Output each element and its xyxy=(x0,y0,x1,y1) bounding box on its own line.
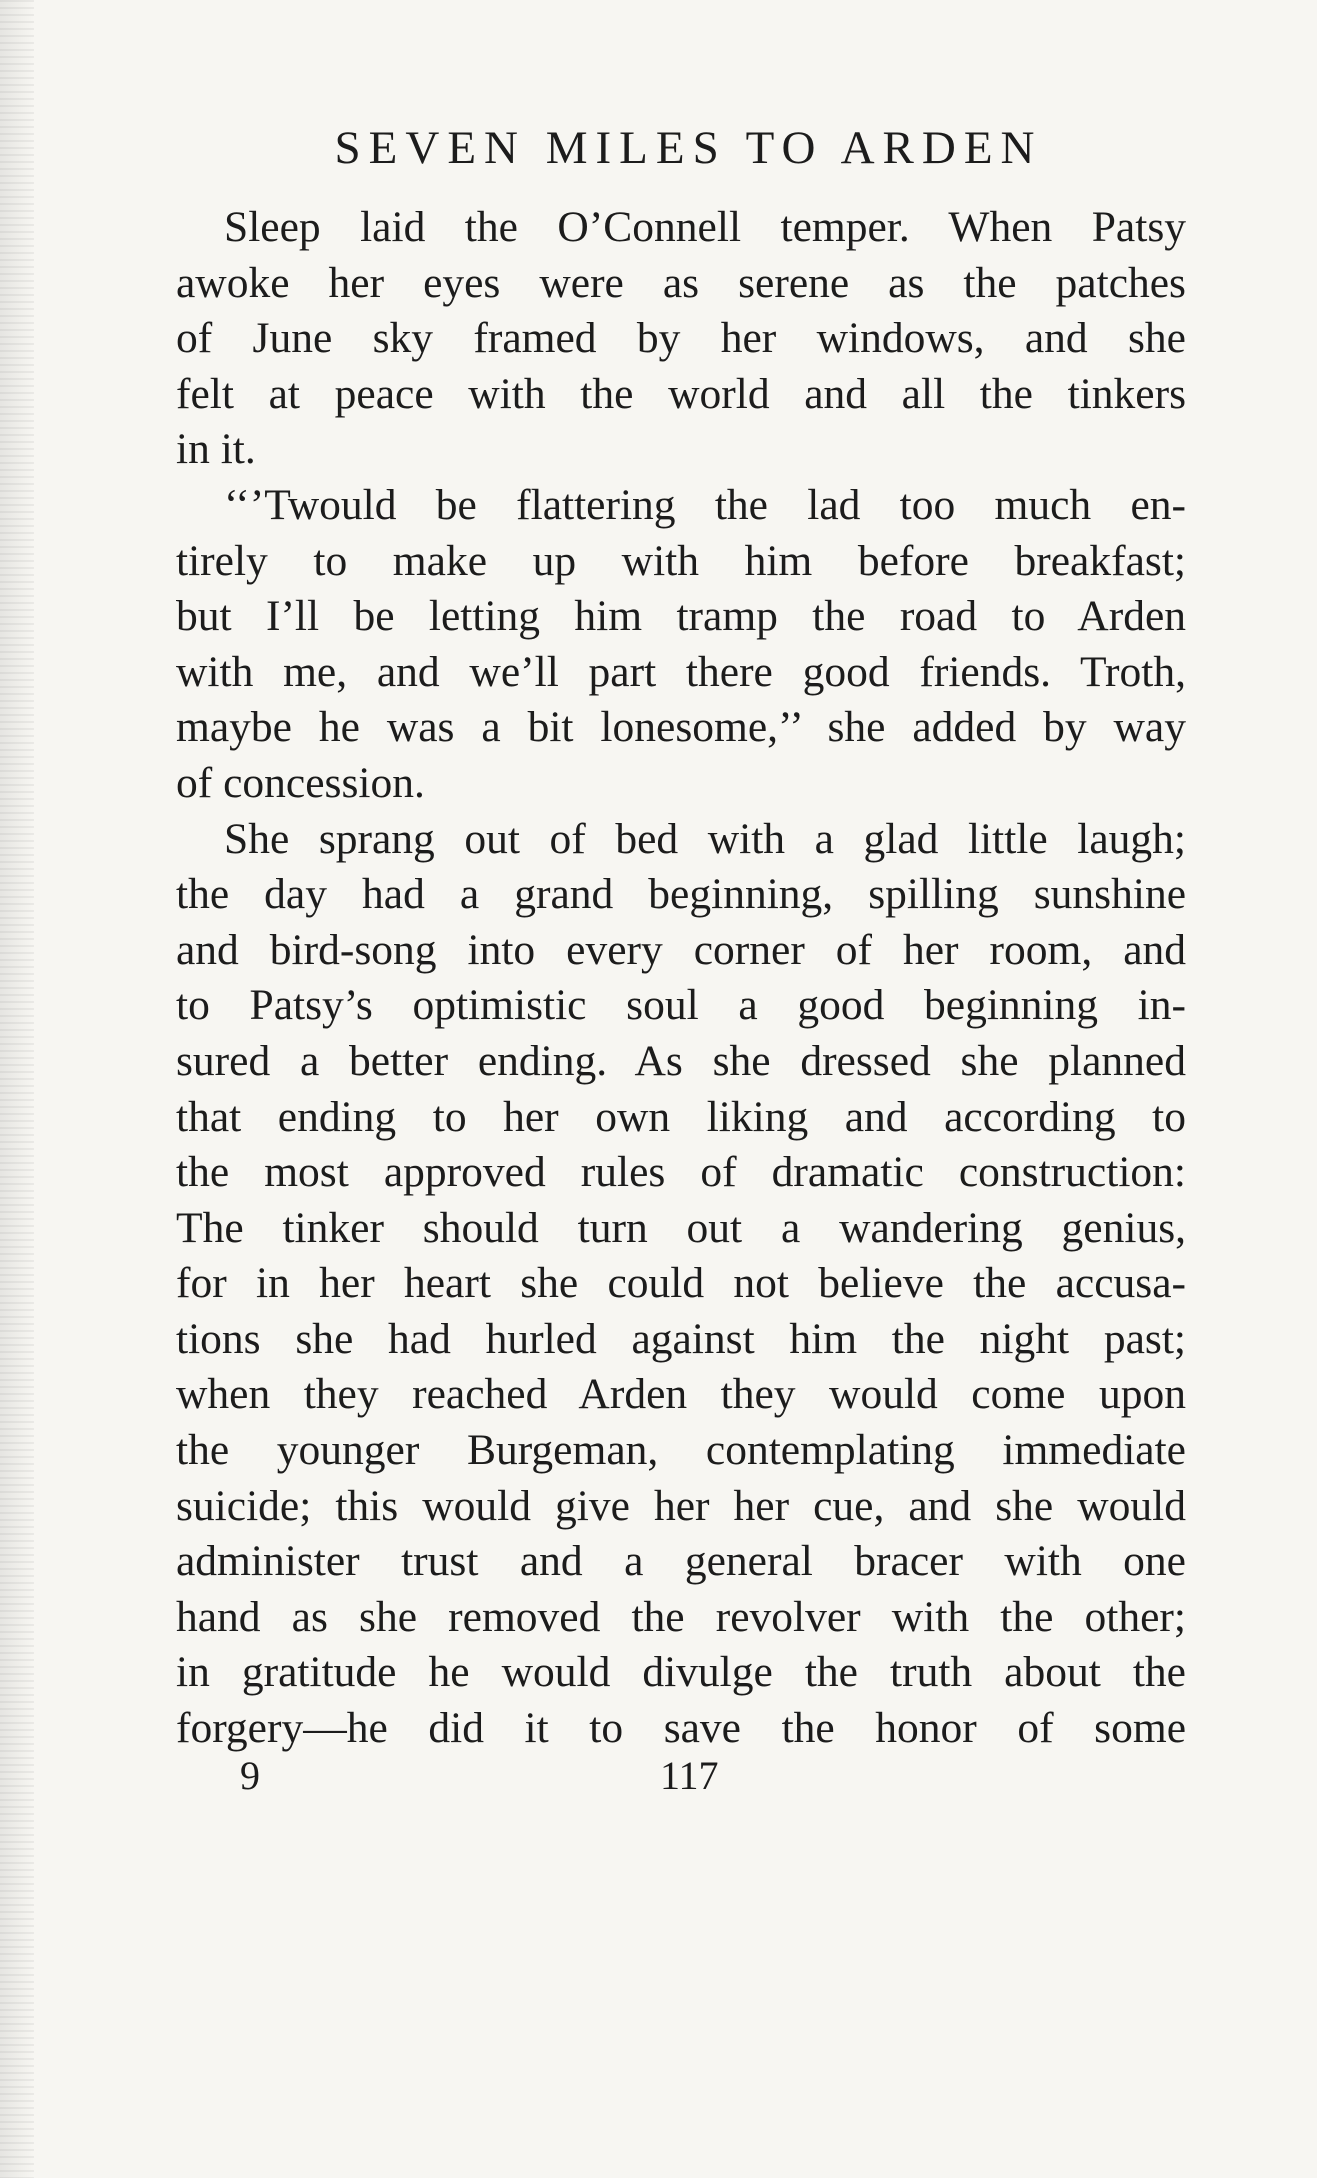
text-line: with me, and we’ll part there good friends. Troth, xyxy=(176,647,1186,696)
text-line: sured a better ending. As she dressed she planned xyxy=(176,1036,1186,1085)
text-line: awoke her eyes were as serene as the patches xyxy=(176,258,1186,307)
text-line: of June sky framed by her windows, and she xyxy=(176,314,1186,363)
text-line: forgery—he did it to save the honor of some xyxy=(176,1704,1186,1753)
text-line: when they reached Arden they would come upon xyxy=(176,1370,1186,1419)
text-line: in it. xyxy=(176,425,256,474)
signature-mark: 9 xyxy=(240,1753,260,1798)
text-line: tirely to make up with him before breakfast; xyxy=(176,536,1186,585)
text-line: She sprang out of bed with a glad little laugh; xyxy=(224,814,1186,863)
text-line: that ending to her own liking and according to xyxy=(176,1092,1186,1141)
scan-gutter-shadow xyxy=(0,0,34,2178)
text-line: maybe he was a bit lonesome,’’ she added by way xyxy=(176,703,1186,752)
text-line: administer trust and a general bracer with one xyxy=(176,1537,1186,1586)
text-line: but I’ll be letting him tramp the road to Arden xyxy=(176,592,1186,641)
text-line: Sleep laid the O’Connell temper. When Patsy xyxy=(224,203,1186,251)
text-line: in gratitude he would divulge the truth about the xyxy=(176,1648,1186,1697)
text-line: the younger Burgeman, contemplating immediate xyxy=(176,1426,1186,1475)
text-line: for in her heart she could not believe the accusa- xyxy=(176,1259,1186,1308)
text-line: The tinker should turn out a wandering genius, xyxy=(176,1203,1186,1252)
text-line: and bird-song into every corner of her room, and xyxy=(176,925,1186,974)
text-line: to Patsy’s optimistic soul a good beginning in- xyxy=(176,981,1186,1030)
running-head: SEVEN MILES TO ARDEN xyxy=(334,122,1043,174)
page-footer xyxy=(0,1748,1317,1804)
body-text xyxy=(176,200,1186,1757)
text-line: the day had a grand beginning, spilling sunshine xyxy=(176,870,1186,919)
text-line: the most approved rules of dramatic construction: xyxy=(176,1148,1186,1197)
text-line: suicide; this would give her her cue, and she would xyxy=(176,1481,1186,1530)
page-number: 117 xyxy=(660,1753,719,1798)
text-line: felt at peace with the world and all the tinkers xyxy=(176,369,1186,418)
text-line: of concession. xyxy=(176,758,425,807)
text-line: ‘‘’Twould be flattering the lad too much en- xyxy=(224,480,1186,529)
text-line: tions she had hurled against him the night past; xyxy=(176,1314,1186,1363)
text-line: hand as she removed the revolver with the other; xyxy=(176,1592,1186,1641)
